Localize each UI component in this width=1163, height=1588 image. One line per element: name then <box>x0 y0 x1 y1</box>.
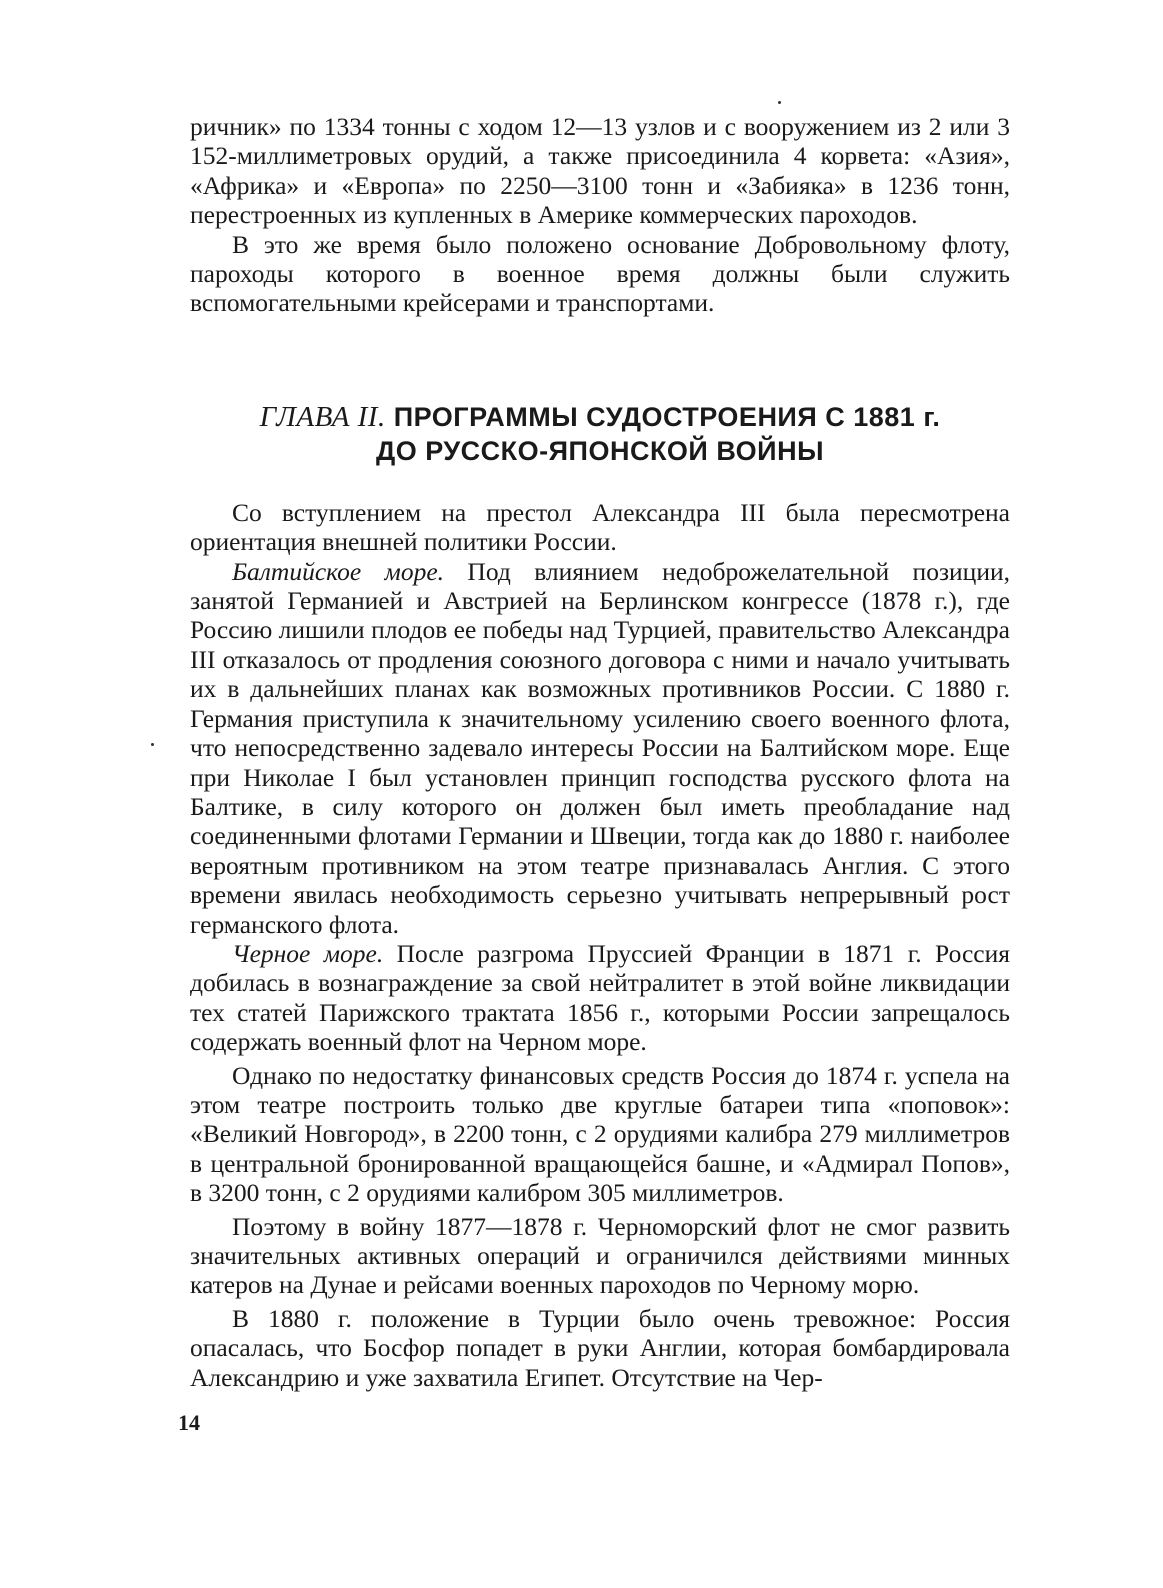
body-paragraph: Однако по недостатку финансовых средств Россия до 1874 г. успела на этом театре построить только две круглые батареи типа «поповок»: «Великий Новгород», в 2200 тонн, с 2 орудиями калибра 279 миллиметров в центральной бронированной вращающейся башне, и «Адмирал Попов», в 3200 тонн, с 2 орудиями калибром 305 миллиметров. <box>190 1060 1010 1208</box>
intro-paragraph: В это же время было положено основание Добровольному флоту, пароходы которого в военное время должны были служить вспомогательными крейсерами и транспортами. <box>190 229 1010 318</box>
body-paragraph: Со вступлением на престол Александра III была пересмотрена ориентация внешней политики России. <box>190 497 1010 557</box>
chapter-title-line-1 <box>190 400 1010 434</box>
section-lead-black-sea: Черное море. <box>232 938 384 968</box>
page-content <box>190 112 1010 1392</box>
paragraph-text: После разгрома Пруссией Франции в 1871 г. Россия добилась в вознаграждение за свой нейтралитет в этой войне ликвидации тех статей Парижского трактата 1856 г., которыми России запрещалось содержать военный флот на Черном море. <box>190 938 1010 1057</box>
paragraph-text: Под влиянием недоброжелательной позиции, занятой Германией и Австрией на Берлинском конгрессе (1878 г.), где Россию лишили плодов ее победы над Турцией, правительство Александра III отказалось от продления союзного договора с ними и начало учитывать их в дальнейших планах как возможных противников России. С 1880 г. Германия приступила к значительному усилению своего военного флота, что непосредственно задевало интересы России на Балтийском море. Еще при Николае I был установлен принцип господства русского флота на Балтике, в силу которого он должен был иметь преобладание над соединенными флотами Германии и Швеции, тогда как до 1880 г. наиболее вероятным противником на этом театре признавалась Англия. С этого времени явилась необходимость серьезно учитывать непрерывный рост германского флота. <box>190 556 1010 939</box>
page-number: 14 <box>178 1410 200 1435</box>
body-paragraph <box>190 939 1010 1057</box>
body-paragraph <box>190 557 1010 939</box>
speck-mark <box>778 101 781 104</box>
body-paragraph: В 1880 г. положение в Турции было очень тревожное: Россия опасалась, что Босфор попадет в руки Англии, которая бомбардировала Александрию и уже захватила Египет. Отсутствие на Чер- <box>190 1303 1010 1392</box>
intro-paragraph: ричник» по 1334 тонны с ходом 12—13 узлов и с вооружением из 2 или 3 152-миллиметровых орудий, а также присоединила 4 корвета: «Азия», «Африка» и «Европа» по 2250—3100 тонн и «Забияка» в 1236 тонн, перестроенных из купленных в Америке коммерческих пароходов. <box>190 112 1010 230</box>
chapter-title-line-2: ДО РУССКО-ЯПОНСКОЙ ВОЙНЫ <box>375 435 825 466</box>
chapter-title-part-1: ПРОГРАММЫ СУДОСТРОЕНИЯ С 1881 г. <box>393 401 941 432</box>
section-lead-baltic: Балтийское море. <box>232 556 445 586</box>
chapter-label: ГЛАВА II. <box>259 400 386 433</box>
chapter-heading <box>190 400 1010 468</box>
speck-mark <box>151 743 154 746</box>
body-paragraph: Поэтому в войну 1877—1878 г. Черноморский флот не смог развить значительных активных операций и ограничился действиями минных катеров на Дунае и рейсами военных пароходов по Черному морю. <box>190 1211 1010 1300</box>
